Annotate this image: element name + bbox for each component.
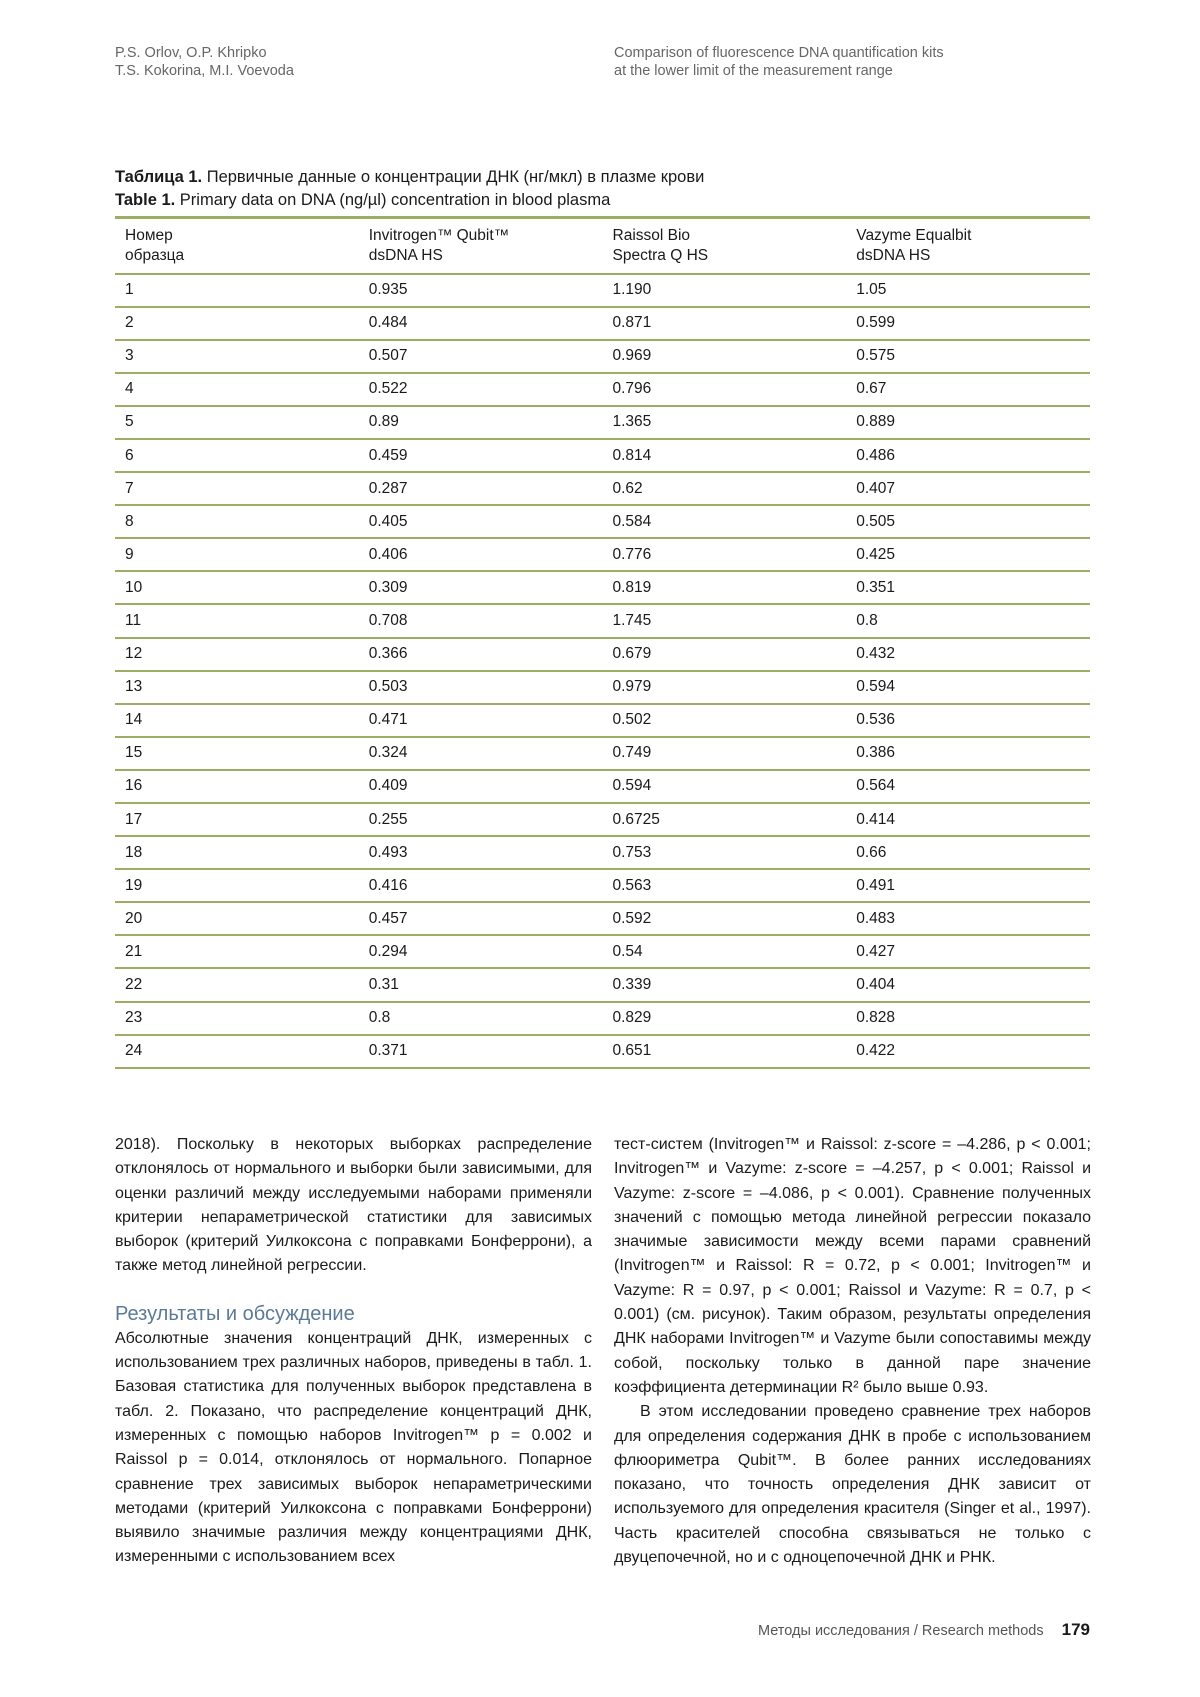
table-cell: 17 xyxy=(115,803,359,836)
table-cell: 0.416 xyxy=(359,869,603,902)
table-row xyxy=(115,1035,1090,1068)
table-cell: 1 xyxy=(115,274,359,307)
table-cell: 0.294 xyxy=(359,935,603,968)
table-cell: 11 xyxy=(115,604,359,637)
table-cell: 0.599 xyxy=(846,307,1090,340)
table-row xyxy=(115,737,1090,770)
table-cell: 8 xyxy=(115,505,359,538)
table-cell: 0.457 xyxy=(359,902,603,935)
table-cell: 2 xyxy=(115,307,359,340)
table-cell: 23 xyxy=(115,1002,359,1035)
table-cell: 18 xyxy=(115,836,359,869)
table-cell: 3 xyxy=(115,340,359,373)
table-cell: 0.432 xyxy=(846,638,1090,671)
table-cell: 0.776 xyxy=(603,538,847,571)
table-cell: 0.66 xyxy=(846,836,1090,869)
section-heading-results: Результаты и обсуждение xyxy=(115,1302,355,1325)
table-cell: 0.406 xyxy=(359,538,603,571)
table-row xyxy=(115,439,1090,472)
table-cell: 0.829 xyxy=(603,1002,847,1035)
table-cell: 0.563 xyxy=(603,869,847,902)
table-cell: 0.889 xyxy=(846,406,1090,439)
table-cell: 0.8 xyxy=(359,1002,603,1035)
table-cell: 6 xyxy=(115,439,359,472)
table-cell: 0.371 xyxy=(359,1035,603,1068)
table-cell: 0.67 xyxy=(846,373,1090,406)
table-cell: 0.339 xyxy=(603,968,847,1001)
table-cell: 1.190 xyxy=(603,274,847,307)
header-sample-number: Номер образца xyxy=(115,218,359,274)
table-cell: 0.814 xyxy=(603,439,847,472)
table-cell: 0.969 xyxy=(603,340,847,373)
table-cell: 4 xyxy=(115,373,359,406)
table-row xyxy=(115,274,1090,307)
caption-en-text: Primary data on DNA (ng/µl) concentration in blood plasma xyxy=(175,191,611,209)
table-cell: 0.324 xyxy=(359,737,603,770)
table-cell: 0.651 xyxy=(603,1035,847,1068)
table-cell: 0.679 xyxy=(603,638,847,671)
table-row xyxy=(115,902,1090,935)
table-cell: 0.493 xyxy=(359,836,603,869)
table-cell: 0.484 xyxy=(359,307,603,340)
header-vazyme: Vazyme Equalbit dsDNA HS xyxy=(846,218,1090,274)
table-row xyxy=(115,505,1090,538)
table-cell: 0.935 xyxy=(359,274,603,307)
table-cell: 14 xyxy=(115,704,359,737)
table-cell: 0.414 xyxy=(846,803,1090,836)
table-cell: 0.6725 xyxy=(603,803,847,836)
table-cell: 0.31 xyxy=(359,968,603,1001)
article-title-line-2: at the lower limit of the measurement range xyxy=(614,63,893,79)
table-cell: 0.584 xyxy=(603,505,847,538)
table-cell: 1.365 xyxy=(603,406,847,439)
table-cell: 0.753 xyxy=(603,836,847,869)
table-cell: 0.459 xyxy=(359,439,603,472)
table-cell: 0.425 xyxy=(846,538,1090,571)
table-cell: 0.491 xyxy=(846,869,1090,902)
paragraph-results-continued: тест-систем (Invitrogen™ и Raissol: z-score = –4.286, p < 0.001; Invitrogen™ и Vazyme: z-score = –4.257, p < 0.001; Raissol и Vazyme: z-score = –4.086, p < 0.001). Сравнение полученных значений с помощью метода линейной регрессии показало значимые зависимости между всеми парами сравнений (Invitrogen™ и Raissol: R = 0.72, p < 0.001; Invitrogen™ и Vazyme: R = 0.97, p < 0.001; Raissol и Vazyme: R = 0.7, p < 0.001) (см. рисунок). Таким образом, результаты определения ДНК наборами Invitrogen™ и Vazyme были сопоставимы между собой, поскольку только в данной паре значение коэффициента детерминации R² было выше 0.93. xyxy=(614,1136,1091,1396)
table-row xyxy=(115,472,1090,505)
table-cell: 0.819 xyxy=(603,571,847,604)
table-row xyxy=(115,704,1090,737)
table-cell: 9 xyxy=(115,538,359,571)
table-cell: 1.745 xyxy=(603,604,847,637)
table-cell: 15 xyxy=(115,737,359,770)
table-row xyxy=(115,935,1090,968)
caption-en-label: Table 1. xyxy=(115,191,176,209)
table-captions xyxy=(115,166,704,212)
table-cell: 0.708 xyxy=(359,604,603,637)
table-cell: 0.407 xyxy=(846,472,1090,505)
caption-ru-text: Первичные данные о концентрации ДНК (нг/мкл) в плазме крови xyxy=(202,168,705,186)
table-row xyxy=(115,836,1090,869)
table-cell: 13 xyxy=(115,671,359,704)
table-cell: 0.351 xyxy=(846,571,1090,604)
table-cell: 0.871 xyxy=(603,307,847,340)
table-row xyxy=(115,571,1090,604)
table-cell: 0.979 xyxy=(603,671,847,704)
table-cell: 0.536 xyxy=(846,704,1090,737)
table-cell: 5 xyxy=(115,406,359,439)
table-cell: 0.594 xyxy=(603,770,847,803)
table-cell: 0.592 xyxy=(603,902,847,935)
table-cell: 0.502 xyxy=(603,704,847,737)
paragraph-results: Абсолютные значения концентраций ДНК, измеренных с использованием трех различных наборов, приведены в табл. 1. Базовая статистика для полученных выборок представлена в табл. 2. Показано, что распределение концентраций ДНК, измеренных с помощью наборов Invitrogen™ p = 0.002 и Raissol p = 0.014, отклонялось от нормального. Попарное сравнение трех зависимых выборок непараметрическими методами (критерий Уилкоксона с поправками Бонферрони) выявило значимые различия между концентрациями ДНК, измеренными с использованием всех xyxy=(115,1329,592,1566)
table-cell: 0.828 xyxy=(846,1002,1090,1035)
table-row xyxy=(115,1002,1090,1035)
table-cell: 1.05 xyxy=(846,274,1090,307)
header-invitrogen: Invitrogen™ Qubit™ dsDNA HS xyxy=(359,218,603,274)
table-row xyxy=(115,770,1090,803)
table-cell: 0.255 xyxy=(359,803,603,836)
table-cell: 0.422 xyxy=(846,1035,1090,1068)
table-cell: 0.796 xyxy=(603,373,847,406)
text-column-right xyxy=(614,1133,1091,1570)
table-row xyxy=(115,373,1090,406)
table-cell: 0.89 xyxy=(359,406,603,439)
table-caption-ru xyxy=(115,166,704,189)
text-column-left xyxy=(115,1133,592,1570)
table-cell: 0.8 xyxy=(846,604,1090,637)
table-row xyxy=(115,538,1090,571)
table-cell: 0.309 xyxy=(359,571,603,604)
table-row xyxy=(115,406,1090,439)
table-cell: 0.486 xyxy=(846,439,1090,472)
table-row xyxy=(115,604,1090,637)
authors-line-1: P.S. Orlov, O.P. Khripko xyxy=(115,45,267,61)
table-cell: 7 xyxy=(115,472,359,505)
article-title-line-1: Comparison of fluorescence DNA quantification kits xyxy=(614,45,944,61)
paragraph-methods-end: 2018). Поскольку в некоторых выборках распределение отклонялось от нормального и выборки были зависимыми, для оценки различий между исследуемыми наборами применяли критерии непараметрической статистики для зависимых выборок (критерий Уилкоксона с поправками Бонферрони), а также метод линейной регрессии. xyxy=(115,1136,592,1275)
table-cell: 0.507 xyxy=(359,340,603,373)
table-cell: 21 xyxy=(115,935,359,968)
table-row xyxy=(115,340,1090,373)
table-cell: 24 xyxy=(115,1035,359,1068)
table-row xyxy=(115,638,1090,671)
table-cell: 0.62 xyxy=(603,472,847,505)
table-row xyxy=(115,671,1090,704)
running-header-title xyxy=(614,44,944,80)
caption-ru-label: Таблица 1. xyxy=(115,168,203,186)
table-cell: 0.427 xyxy=(846,935,1090,968)
table-cell: 16 xyxy=(115,770,359,803)
table-cell: 0.366 xyxy=(359,638,603,671)
table-cell: 0.522 xyxy=(359,373,603,406)
table-row xyxy=(115,307,1090,340)
table-cell: 22 xyxy=(115,968,359,1001)
table-cell: 0.405 xyxy=(359,505,603,538)
table-cell: 0.404 xyxy=(846,968,1090,1001)
authors-line-2: T.S. Kokorina, M.I. Voevoda xyxy=(115,63,294,79)
footer-section: Методы исследования / Research methods xyxy=(757,1623,1044,1639)
paragraph-discussion: В этом исследовании проведено сравнение трех наборов для определения содержания ДНК в пробе с использованием флюориметра Qubit™. В более ранних исследованиях показано, что точность определения ДНК зависит от используемого для определения красителя (Singer et al., 1997). Часть красителей способна связываться не только с двуцепочечной, но и с одноцепочечной ДНК и РНК. xyxy=(614,1403,1091,1567)
table-cell: 0.386 xyxy=(846,737,1090,770)
table-cell: 12 xyxy=(115,638,359,671)
table-cell: 0.503 xyxy=(359,671,603,704)
table-cell: 0.575 xyxy=(846,340,1090,373)
table-cell: 0.483 xyxy=(846,902,1090,935)
page-number: 179 xyxy=(1061,1620,1090,1639)
table-header-row xyxy=(115,218,1090,274)
header-raissol: Raissol Bio Spectra Q HS xyxy=(603,218,847,274)
table-row xyxy=(115,968,1090,1001)
dna-concentration-table xyxy=(115,216,1090,1069)
table-row xyxy=(115,869,1090,902)
table-body xyxy=(115,274,1090,1068)
table-row xyxy=(115,803,1090,836)
page-footer xyxy=(758,1620,1090,1640)
table-cell: 0.54 xyxy=(603,935,847,968)
table-cell: 19 xyxy=(115,869,359,902)
running-header-authors xyxy=(115,44,294,80)
table-cell: 10 xyxy=(115,571,359,604)
table-cell: 0.409 xyxy=(359,770,603,803)
table-cell: 0.287 xyxy=(359,472,603,505)
table-cell: 20 xyxy=(115,902,359,935)
table-cell: 0.594 xyxy=(846,671,1090,704)
table-cell: 0.505 xyxy=(846,505,1090,538)
table-cell: 0.564 xyxy=(846,770,1090,803)
table-cell: 0.749 xyxy=(603,737,847,770)
table-caption-en xyxy=(115,189,704,212)
table-cell: 0.471 xyxy=(359,704,603,737)
